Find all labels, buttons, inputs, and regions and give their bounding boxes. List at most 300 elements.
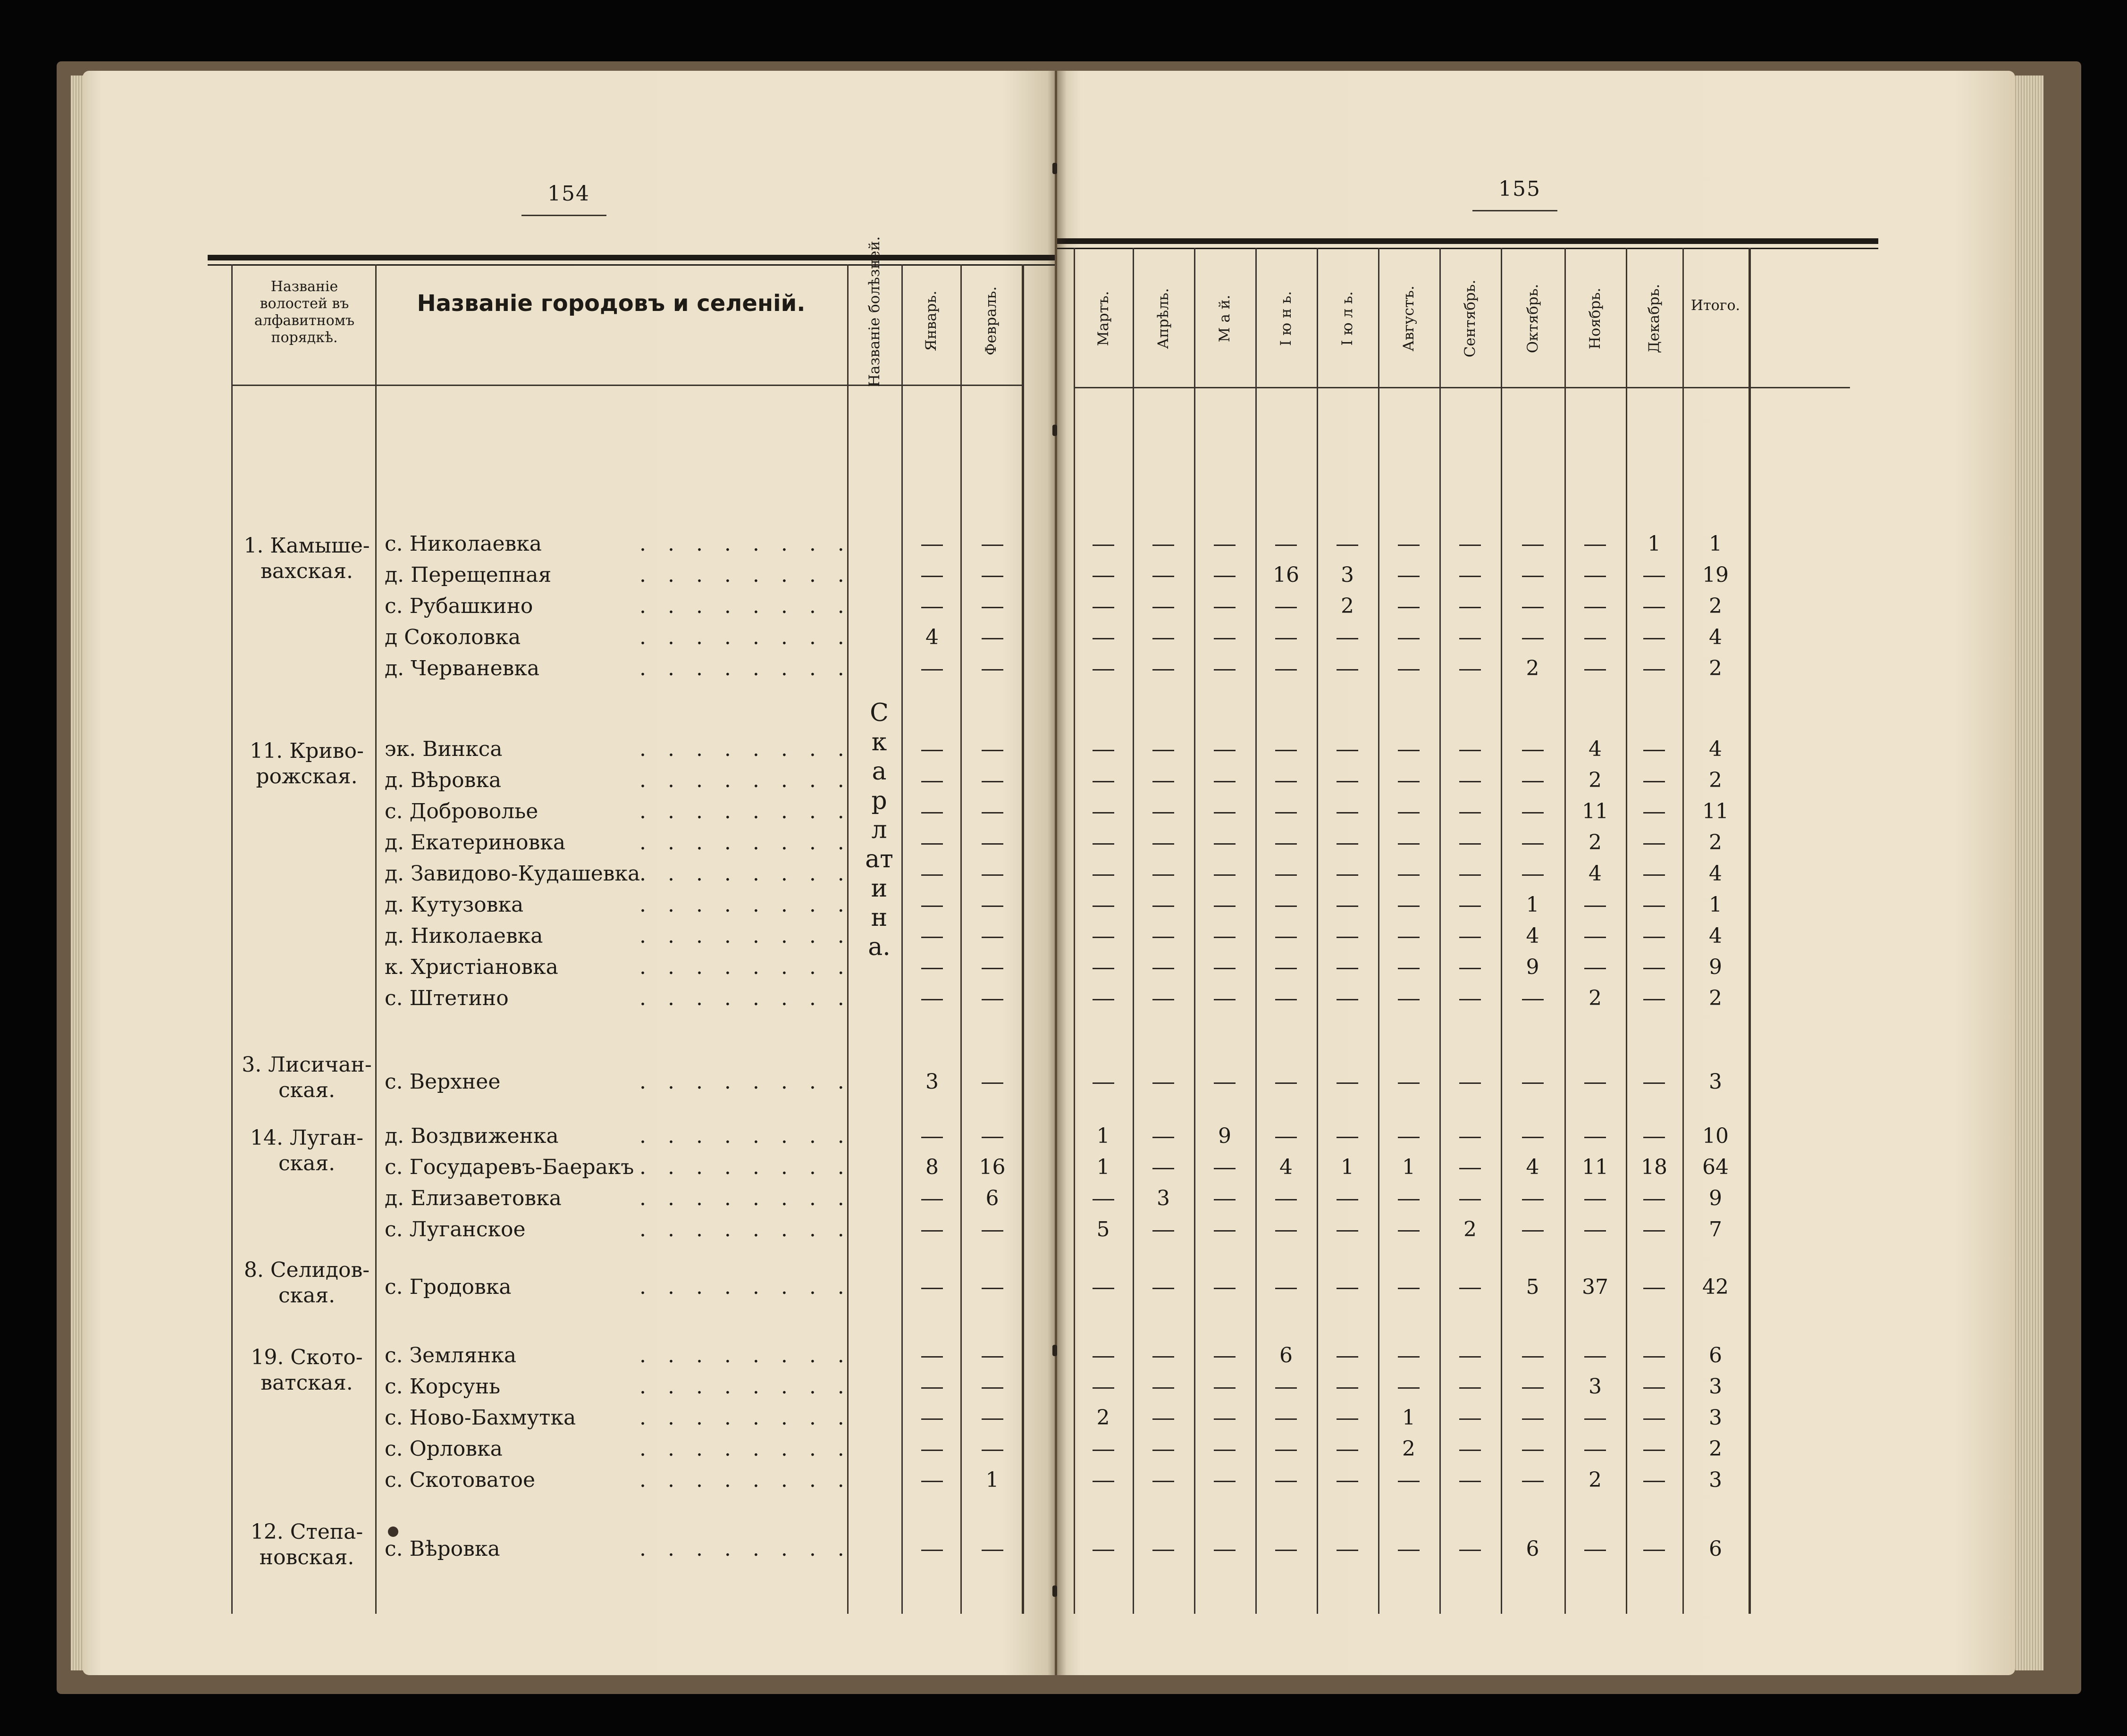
settlement-name: д. Воздвиженка <box>385 1124 559 1148</box>
empty-dash <box>1275 781 1297 782</box>
empty-dash <box>1152 545 1174 546</box>
leader-dots: . . . . . . . . <box>639 1070 852 1094</box>
empty-dash <box>1152 906 1174 907</box>
leader-dots: . . . . . . . . <box>639 1186 852 1210</box>
empty-dash <box>1337 1550 1358 1551</box>
disease-name: Скарлатина. <box>865 699 893 961</box>
empty-dash <box>1522 1418 1544 1420</box>
empty-dash <box>921 1137 943 1138</box>
settlement-name: с. Землянка <box>385 1343 517 1367</box>
cell-feb <box>963 1066 1022 1098</box>
cell-nov: 2 <box>1589 1468 1602 1492</box>
cell-total: 6 <box>1709 1537 1722 1561</box>
cell-apr <box>1133 858 1194 889</box>
cell-total: 42 <box>1702 1275 1729 1299</box>
header-mar: Мартъ. <box>1094 291 1112 346</box>
empty-dash <box>1337 1199 1358 1200</box>
cell-dec: 1 <box>1648 532 1661 556</box>
cell-total: 64 <box>1702 1155 1729 1179</box>
empty-dash <box>1459 1550 1481 1551</box>
cell-mar: 1 <box>1096 1124 1110 1148</box>
cell-mar <box>1074 765 1133 796</box>
cell-may <box>1194 1534 1255 1565</box>
empty-dash <box>1214 906 1236 907</box>
cell-may <box>1194 560 1255 591</box>
empty-dash <box>1152 1550 1174 1551</box>
cell-sep <box>1439 591 1501 622</box>
cell-aug <box>1378 765 1439 796</box>
empty-dash <box>982 1387 1003 1389</box>
cell-nov <box>1564 653 1626 684</box>
empty-dash <box>1398 1356 1420 1358</box>
cell-total: 6 <box>1709 1343 1722 1367</box>
empty-dash <box>1398 781 1420 782</box>
cell-feb <box>963 765 1022 796</box>
empty-dash <box>921 1387 943 1389</box>
empty-dash <box>982 1418 1003 1420</box>
leader-dots: . . . . . . . . <box>639 594 852 618</box>
cell-sep <box>1439 1183 1501 1214</box>
empty-dash <box>1337 906 1358 907</box>
cell-dec <box>1626 921 1682 952</box>
cell-jun <box>1255 653 1317 684</box>
empty-dash <box>1093 1550 1114 1551</box>
cell-apr <box>1133 560 1194 591</box>
cell-jul <box>1317 952 1378 983</box>
empty-dash <box>1093 638 1114 639</box>
settlement-name: с. Корсунь <box>385 1375 501 1399</box>
cell-feb <box>963 1402 1022 1434</box>
cell-aug <box>1378 528 1439 560</box>
cell-apr <box>1133 921 1194 952</box>
cell-dec <box>1626 796 1682 827</box>
settlement-name: с. Государевъ-Баеракъ <box>385 1155 634 1179</box>
cell-sep <box>1439 1152 1501 1183</box>
cell-nov <box>1564 889 1626 921</box>
cell-may <box>1194 1214 1255 1245</box>
empty-dash <box>1459 545 1481 546</box>
column-divider <box>375 264 377 1614</box>
cell-may <box>1194 921 1255 952</box>
leader-dots: . . . . . . . . <box>639 955 852 979</box>
cell-aug <box>1378 827 1439 858</box>
cell-aug <box>1378 858 1439 889</box>
cell-mar <box>1074 952 1133 983</box>
cell-jun <box>1255 734 1317 765</box>
binding-stitch <box>1052 425 1057 436</box>
empty-dash <box>921 968 943 969</box>
cell-total: 2 <box>1709 1437 1722 1461</box>
empty-dash <box>1522 874 1544 876</box>
cell-jan <box>904 765 960 796</box>
header-settlement: Названіе городовъ и селеній. <box>417 290 806 317</box>
cell-dec <box>1626 765 1682 796</box>
cell-jan <box>904 796 960 827</box>
empty-dash <box>921 1450 943 1451</box>
cell-jul <box>1317 1534 1378 1565</box>
cell-jan: 4 <box>925 625 939 649</box>
empty-dash <box>1152 937 1174 938</box>
empty-dash <box>921 1481 943 1482</box>
cell-jun <box>1255 858 1317 889</box>
empty-dash <box>1214 999 1236 1000</box>
settlement-name: д. Черваневка <box>385 656 540 680</box>
empty-dash <box>1214 1356 1236 1358</box>
leader-dots: . . . . . . . . <box>639 625 852 649</box>
cell-jan <box>904 858 960 889</box>
cell-total: 4 <box>1709 862 1722 886</box>
empty-dash <box>1643 1199 1665 1200</box>
empty-dash <box>1459 843 1481 845</box>
cell-jan <box>904 1340 960 1371</box>
cell-oct <box>1501 765 1564 796</box>
cell-sep <box>1439 1121 1501 1152</box>
cell-dec <box>1626 591 1682 622</box>
cell-jan <box>904 1272 960 1303</box>
cell-feb <box>963 1121 1022 1152</box>
cell-may <box>1194 734 1255 765</box>
cell-may <box>1194 889 1255 921</box>
empty-dash <box>1643 781 1665 782</box>
empty-dash <box>1337 1418 1358 1420</box>
cell-total: 11 <box>1702 799 1729 823</box>
empty-dash <box>1522 1082 1544 1084</box>
empty-dash <box>1584 937 1606 938</box>
cell-feb <box>963 591 1022 622</box>
cell-mar <box>1074 734 1133 765</box>
empty-dash <box>921 576 943 577</box>
cell-may <box>1194 1183 1255 1214</box>
empty-dash <box>1459 607 1481 608</box>
empty-dash <box>921 750 943 751</box>
cell-apr <box>1133 983 1194 1014</box>
page-number-underline <box>1472 210 1557 211</box>
empty-dash <box>1459 781 1481 782</box>
empty-dash <box>1214 781 1236 782</box>
cell-jan <box>904 591 960 622</box>
cell-dec <box>1626 1340 1682 1371</box>
empty-dash <box>982 1082 1003 1084</box>
empty-dash <box>1522 1230 1544 1232</box>
empty-dash <box>1584 1450 1606 1451</box>
cell-jul <box>1317 1465 1378 1496</box>
cell-jun <box>1255 1183 1317 1214</box>
cell-apr <box>1133 952 1194 983</box>
right-page <box>1057 71 2015 1675</box>
cell-total: 2 <box>1709 830 1722 855</box>
leader-dots: . . . . . . . . <box>639 986 852 1010</box>
cell-jan <box>904 889 960 921</box>
empty-dash <box>982 638 1003 639</box>
cell-oct <box>1501 1371 1564 1402</box>
cell-aug <box>1378 560 1439 591</box>
cell-dec <box>1626 1272 1682 1303</box>
empty-dash <box>921 1550 943 1551</box>
empty-dash <box>1214 1082 1236 1084</box>
empty-dash <box>1275 750 1297 751</box>
settlement-name: д. Вѣровка <box>385 768 502 792</box>
empty-dash <box>1398 1082 1420 1084</box>
binding-stitch <box>1052 163 1057 174</box>
cell-jan <box>904 1465 960 1496</box>
cell-mar <box>1074 591 1133 622</box>
cell-aug <box>1378 1183 1439 1214</box>
cell-oct <box>1501 1465 1564 1496</box>
cell-apr <box>1133 827 1194 858</box>
empty-dash <box>1093 669 1114 671</box>
ink-spot <box>388 1526 398 1537</box>
settlement-name: с. Вѣровка <box>385 1537 500 1561</box>
empty-dash <box>1522 843 1544 845</box>
cell-sep <box>1439 734 1501 765</box>
column-divider <box>901 264 903 1614</box>
cell-total: 10 <box>1702 1124 1729 1148</box>
empty-dash <box>1214 576 1236 577</box>
cell-jul <box>1317 1183 1378 1214</box>
cell-jun <box>1255 528 1317 560</box>
empty-dash <box>1093 1082 1114 1084</box>
cell-total: 3 <box>1709 1406 1722 1430</box>
empty-dash <box>1093 781 1114 782</box>
cell-jul <box>1317 1272 1378 1303</box>
cell-dec <box>1626 889 1682 921</box>
empty-dash <box>1093 937 1114 938</box>
page-number-underline <box>521 215 606 216</box>
cell-may <box>1194 827 1255 858</box>
empty-dash <box>1093 607 1114 608</box>
empty-dash <box>1093 999 1114 1000</box>
cell-apr <box>1133 528 1194 560</box>
empty-dash <box>982 750 1003 751</box>
cell-apr <box>1133 1402 1194 1434</box>
leader-dots: . . . . . . . . <box>639 563 852 587</box>
cell-jan <box>904 952 960 983</box>
cell-may <box>1194 796 1255 827</box>
column-divider <box>960 264 962 1614</box>
empty-dash <box>1398 937 1420 938</box>
cell-feb <box>963 1340 1022 1371</box>
empty-dash <box>1643 1137 1665 1138</box>
cell-jul <box>1317 1121 1378 1152</box>
cell-jun <box>1255 921 1317 952</box>
empty-dash <box>1275 906 1297 907</box>
cell-jan <box>904 1371 960 1402</box>
cell-aug <box>1378 889 1439 921</box>
empty-dash <box>1398 843 1420 845</box>
cell-may <box>1194 952 1255 983</box>
empty-dash <box>921 874 943 876</box>
empty-dash <box>1337 1288 1358 1289</box>
cell-jul <box>1317 1371 1378 1402</box>
cell-total: 4 <box>1709 625 1722 649</box>
cell-mar <box>1074 827 1133 858</box>
empty-dash <box>1214 669 1236 671</box>
empty-dash <box>1522 1356 1544 1358</box>
cell-jun <box>1255 1066 1317 1098</box>
cell-mar <box>1074 1371 1133 1402</box>
empty-dash <box>1152 1418 1174 1420</box>
empty-dash <box>982 1550 1003 1551</box>
empty-dash <box>1152 607 1174 608</box>
leader-dots: . . . . . . . . <box>639 1537 852 1561</box>
cell-sep <box>1439 889 1501 921</box>
empty-dash <box>1459 1481 1481 1482</box>
empty-dash <box>921 999 943 1000</box>
empty-dash <box>1275 999 1297 1000</box>
cell-feb <box>963 560 1022 591</box>
empty-dash <box>1152 638 1174 639</box>
cell-oct: 4 <box>1526 1155 1539 1179</box>
empty-dash <box>1459 937 1481 938</box>
cell-feb <box>963 921 1022 952</box>
cell-total: 2 <box>1709 768 1722 792</box>
settlement-name: с. Рубашкино <box>385 594 533 618</box>
cell-oct <box>1501 1183 1564 1214</box>
cell-sep <box>1439 1465 1501 1496</box>
empty-dash <box>1584 1230 1606 1232</box>
cell-jun <box>1255 827 1317 858</box>
cell-total: 3 <box>1709 1375 1722 1399</box>
cell-jan <box>904 827 960 858</box>
cell-oct <box>1501 1434 1564 1465</box>
leader-dots: . . . . . . . . <box>639 1375 852 1399</box>
empty-dash <box>1214 874 1236 876</box>
cell-jul <box>1317 1340 1378 1371</box>
empty-dash <box>1584 968 1606 969</box>
binding-stitch <box>1052 1345 1057 1356</box>
empty-dash <box>1214 607 1236 608</box>
cell-mar: 2 <box>1096 1406 1110 1430</box>
header-jul: І ю л ь. <box>1339 291 1356 346</box>
empty-dash <box>1093 576 1114 577</box>
empty-dash <box>1337 1387 1358 1389</box>
book-spine <box>1048 71 1067 1675</box>
cell-oct: 4 <box>1526 924 1539 948</box>
cell-may <box>1194 765 1255 796</box>
cell-mar <box>1074 1534 1133 1565</box>
empty-dash <box>1643 874 1665 876</box>
empty-dash <box>1584 1356 1606 1358</box>
cell-apr <box>1133 796 1194 827</box>
cell-total: 2 <box>1709 986 1722 1010</box>
empty-dash <box>1152 1082 1174 1084</box>
empty-dash <box>1584 576 1606 577</box>
cell-may <box>1194 1465 1255 1496</box>
empty-dash <box>1643 576 1665 577</box>
empty-dash <box>982 576 1003 577</box>
empty-dash <box>1337 638 1358 639</box>
empty-dash <box>1398 1288 1420 1289</box>
empty-dash <box>1214 1418 1236 1420</box>
empty-dash <box>1275 1288 1297 1289</box>
cell-sep <box>1439 1402 1501 1434</box>
cell-feb <box>963 796 1022 827</box>
cell-dec <box>1626 1434 1682 1465</box>
empty-dash <box>1093 843 1114 845</box>
cell-feb <box>963 622 1022 653</box>
cell-nov <box>1564 1183 1626 1214</box>
empty-dash <box>982 669 1003 671</box>
cell-aug <box>1378 1534 1439 1565</box>
cell-mar <box>1074 1465 1133 1496</box>
empty-dash <box>1214 937 1236 938</box>
empty-dash <box>1459 968 1481 969</box>
cell-jan <box>904 653 960 684</box>
empty-dash <box>1522 545 1544 546</box>
empty-dash <box>1152 669 1174 671</box>
empty-dash <box>982 1288 1003 1289</box>
cell-jul <box>1317 622 1378 653</box>
empty-dash <box>921 607 943 608</box>
empty-dash <box>1584 1550 1606 1551</box>
empty-dash <box>1337 999 1358 1000</box>
empty-dash <box>1398 1481 1420 1482</box>
cell-aug <box>1378 1371 1439 1402</box>
cell-apr <box>1133 622 1194 653</box>
cell-oct: 9 <box>1526 955 1539 979</box>
cell-oct: 6 <box>1526 1537 1539 1561</box>
cell-jul <box>1317 734 1378 765</box>
cell-feb <box>963 1434 1022 1465</box>
empty-dash <box>1152 750 1174 751</box>
empty-dash <box>1275 638 1297 639</box>
empty-dash <box>1275 812 1297 813</box>
cell-aug <box>1378 1340 1439 1371</box>
cell-sep <box>1439 622 1501 653</box>
cell-nov: 11 <box>1582 799 1608 823</box>
cell-oct <box>1501 734 1564 765</box>
empty-dash <box>1459 1082 1481 1084</box>
cell-oct <box>1501 622 1564 653</box>
cell-mar <box>1074 796 1133 827</box>
cell-jun <box>1255 952 1317 983</box>
empty-dash <box>1093 1288 1114 1289</box>
cell-jun <box>1255 1434 1317 1465</box>
cell-total: 3 <box>1709 1468 1722 1492</box>
empty-dash <box>1584 1418 1606 1420</box>
cell-aug <box>1378 952 1439 983</box>
header-apr: Апрѣль. <box>1155 288 1172 349</box>
empty-dash <box>1584 906 1606 907</box>
empty-dash <box>921 937 943 938</box>
cell-jul: 2 <box>1341 594 1354 618</box>
cell-total: 4 <box>1709 924 1722 948</box>
empty-dash <box>921 1199 943 1200</box>
empty-dash <box>1275 1137 1297 1138</box>
cell-may: 9 <box>1218 1124 1231 1148</box>
empty-dash <box>1643 638 1665 639</box>
cell-dec <box>1626 827 1682 858</box>
cell-jan <box>904 1534 960 1565</box>
empty-dash <box>1337 937 1358 938</box>
cell-feb <box>963 653 1022 684</box>
cell-sep: 2 <box>1463 1217 1477 1241</box>
cell-oct <box>1501 1121 1564 1152</box>
empty-dash <box>982 607 1003 608</box>
cell-jul <box>1317 1402 1378 1434</box>
cell-mar: 1 <box>1096 1155 1110 1179</box>
cell-apr <box>1133 1340 1194 1371</box>
empty-dash <box>1275 874 1297 876</box>
cell-feb <box>963 1272 1022 1303</box>
empty-dash <box>921 906 943 907</box>
settlement-name: к. Христіановка <box>385 955 558 979</box>
cell-apr <box>1133 1272 1194 1303</box>
cell-oct: 1 <box>1526 893 1539 917</box>
cell-aug <box>1378 653 1439 684</box>
empty-dash <box>1152 1230 1174 1232</box>
empty-dash <box>1643 669 1665 671</box>
